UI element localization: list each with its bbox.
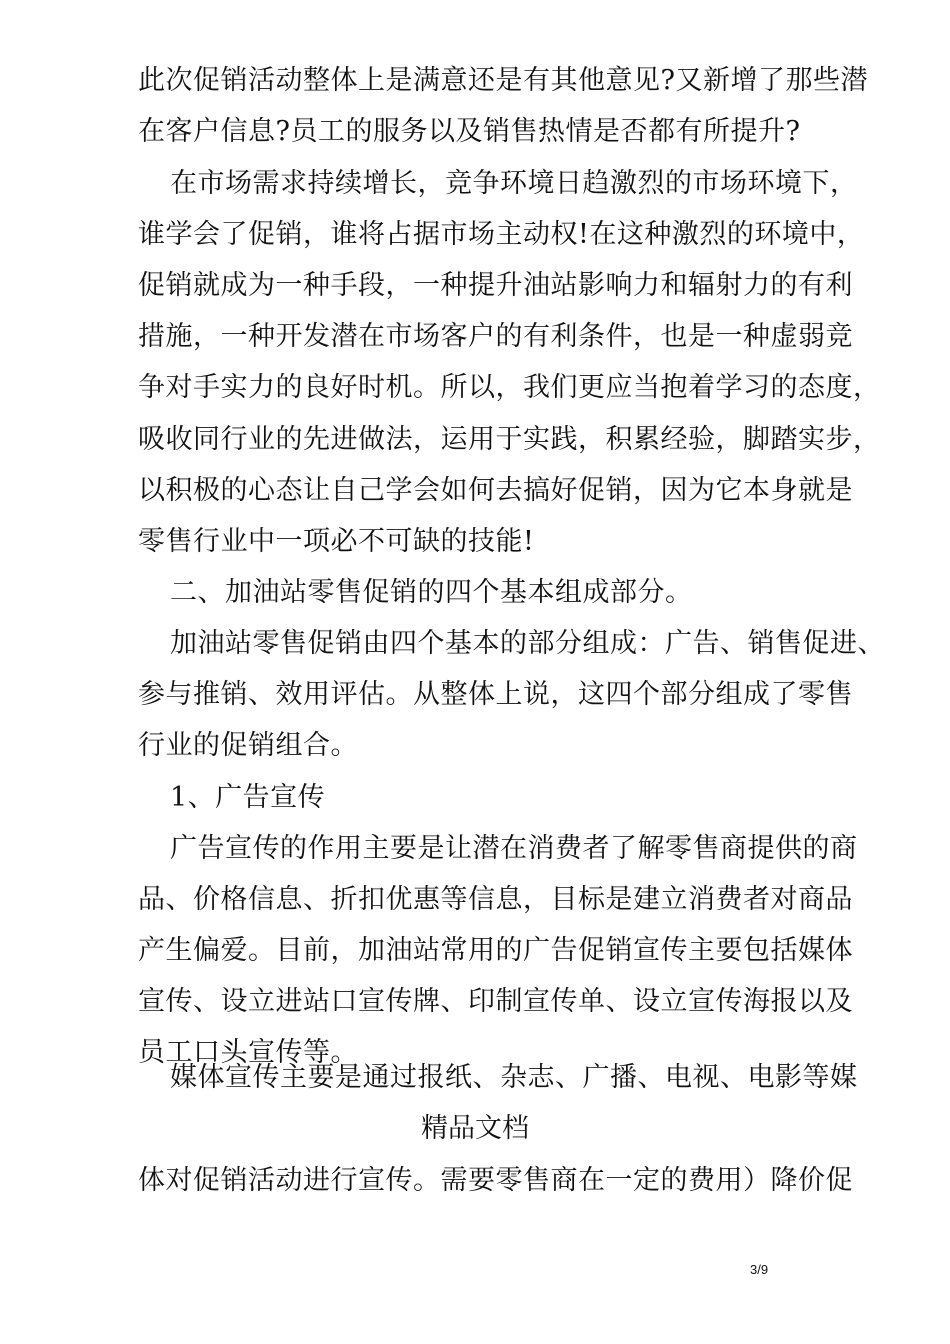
page-number: 3/9 [750,1262,769,1277]
subsection-heading: 1、广告宣传 [170,782,326,813]
text-line: 争对手实力的良好时机。所以，我们更应当抱着学习的态度， [138,372,881,403]
text-line: 措施，一种开发潜在市场客户的有利条件，也是一种虚弱竞 [138,321,853,352]
text-line: 吸收同行业的先进做法，运用于实践，积累经验，脚踏实步， [138,424,881,455]
paragraph-start-line: 广告宣传的作用主要是让潜在消费者了解零售商提供的商 [170,833,858,864]
text-line: 员工口头宣传等。 [138,1037,358,1068]
text-line: 在客户信息?员工的服务以及销售热情是否都有所提升? [138,116,801,147]
paragraph-start-line: 在市场需求持续增长，竞争环境日趋激烈的市场环境下， [170,168,858,199]
text-line: 产生偏爱。目前，加油站常用的广告促销宣传主要包括媒体 [138,935,853,966]
paragraph-start-line: 加油站零售促销由四个基本的部分组成：广告、销售促进、 [170,628,885,659]
text-line: 品、价格信息、折扣优惠等信息，目标是建立消费者对商品 [138,884,853,915]
text-line: 促销就成为一种手段，一种提升油站影响力和辐射力的有利 [138,270,853,301]
text-line: 谁学会了促销，谁将占据市场主动权!在这种激烈的环境中， [138,219,865,250]
text-line: 行业的促销组合。 [138,730,358,761]
text-line: 体对促销活动进行宣传。需要零售商在一定的费用）降价促 [138,1165,853,1196]
text-line: 宣传、设立进站口宣传牌、印制宣传单、设立宣传海报以及 [138,986,853,1017]
text-line: 此次促销活动整体上是满意还是有其他意见?又新增了那些潜 [138,65,868,96]
text-line: 以积极的心态让自己学会如何去搞好促销，因为它本身就是 [138,475,853,506]
paragraph-start-line: 媒体宣传主要是通过报纸、杂志、广播、电视、电影等媒 [170,1062,858,1093]
section-heading: 二、加油站零售促销的四个基本组成部分。 [170,577,693,608]
text-line: 参与推销、效用评估。从整体上说，这四个部分组成了零售 [138,679,853,710]
text-line: 零售行业中一项必不可缺的技能! [138,526,535,557]
footer-label: 精品文档 [421,1113,529,1144]
